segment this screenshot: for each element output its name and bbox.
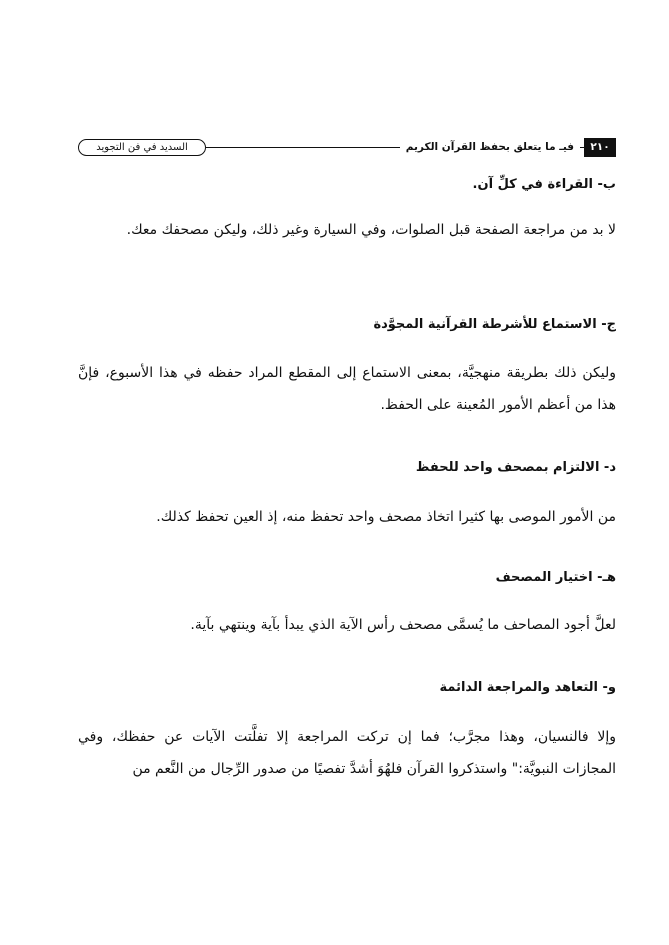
- section-paragraph: لا بد من مراجعة الصفحة قبل الصلوات، وفي السيارة وغير ذلك، وليكن مصحفك معك.: [126, 222, 616, 238]
- section-heading: ج- الاستماع للأشرطة القرآنية المجوَّدة: [373, 317, 616, 332]
- page-number: ٢١٠: [584, 138, 616, 157]
- section-heading: د- الالتزام بمصحف واحد للحفظ: [415, 460, 616, 475]
- chapter-title: فيـ ما يتعلق بحفظ القرآن الكريم: [400, 139, 580, 156]
- book-title: السديد في فن التجويد: [78, 139, 206, 156]
- page-header: [78, 138, 616, 158]
- section-heading: هـ- اختيار المصحف: [495, 570, 616, 585]
- section-paragraph: لعلَّ أجود المصاحف ما يُسمَّى مصحف رأس الآية الذي يبدأ بآية وينتهي بآية.: [190, 617, 616, 633]
- section-paragraph: وليكن ذلك بطريقة منهجيَّة، بمعنى الاستماع إلى المقطع المراد حفظه في هذا الأسبوع، فإنَّ هذا من أعظم الأمور المُعينة على الحفظ.: [78, 365, 616, 413]
- section-paragraph: من الأمور الموصى بها كثيرا اتخاذ مصحف واحد تحفظ منه، إذ العين تحفظ كذلك.: [156, 509, 616, 525]
- section-paragraph: وإلا فالنسيان، وهذا مجرَّب؛ فما إن تركت المراجعة إلا تفلَّتت الآيات عن حفظك، وفي المجازات النبويَّة:" واستذكروا القرآن فلهُوَ أشدَّ تفصيًا من صدور الرِّجال من النَّعم من: [78, 729, 616, 777]
- section-heading: و- التعاهد والمراجعة الدائمة: [439, 680, 616, 695]
- section-heading: ب- القراءة في كلِّ آن.: [472, 177, 616, 192]
